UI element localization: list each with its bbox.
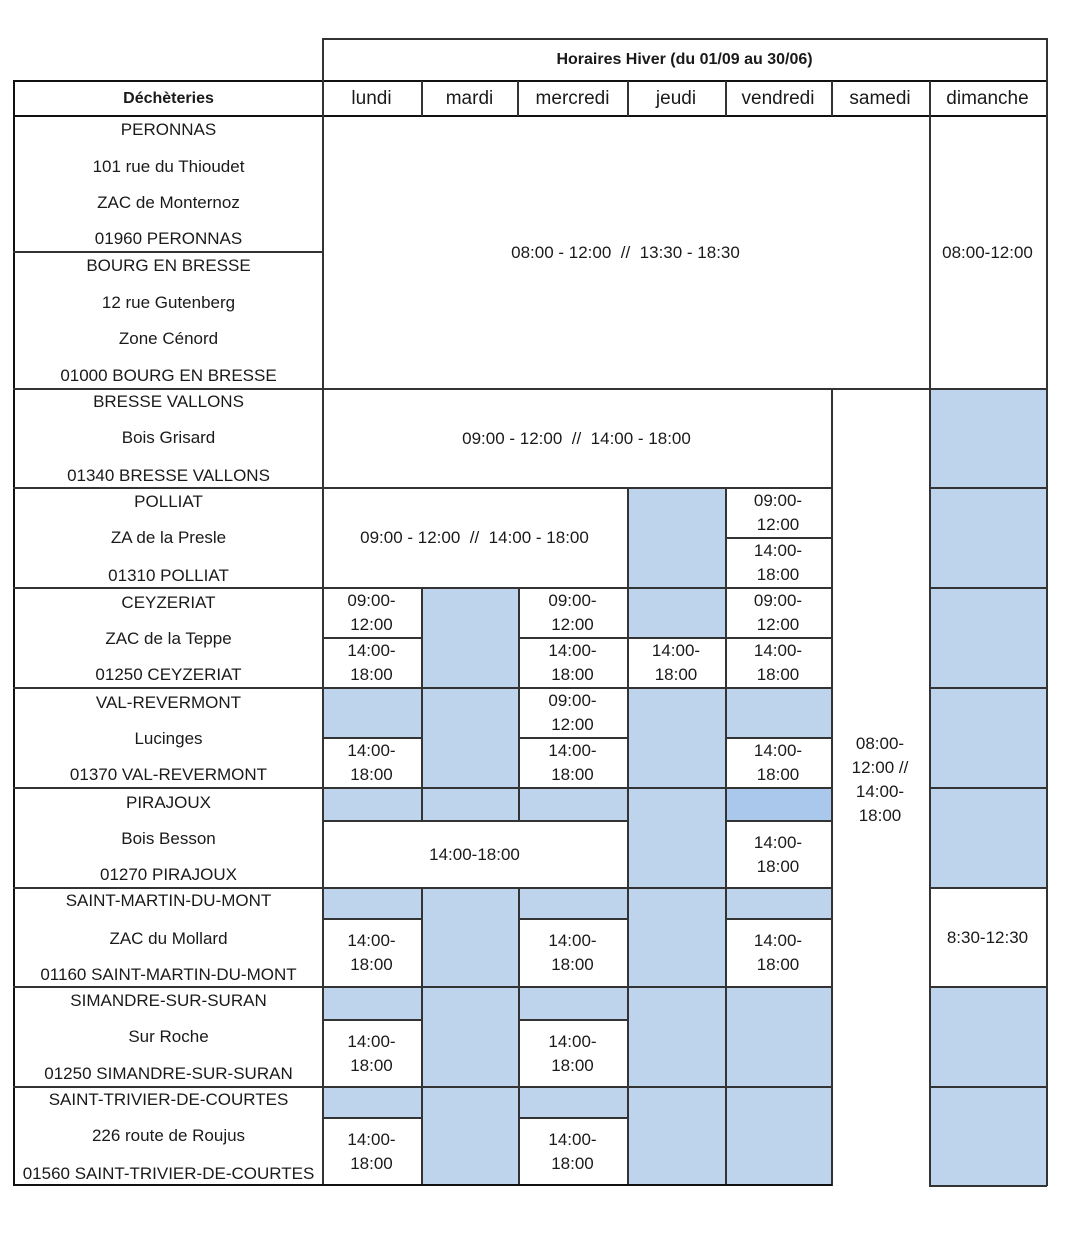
site-address-line: ZAC du Mollard (109, 929, 228, 948)
grid-line (13, 587, 832, 589)
site-address-line: Bois Grisard (121, 428, 216, 447)
hours-cell: 14:00- 18:00 (548, 641, 597, 684)
hours-cell: 14:00- 18:00 (548, 1031, 597, 1075)
site-address-line: 01160 SAINT-MARTIN-DU-MONT (40, 965, 297, 984)
closed-cell (627, 488, 725, 638)
column-header-day: dimanche (946, 88, 1029, 109)
closed-cell (421, 588, 518, 820)
grid-line (13, 1086, 832, 1088)
hours-cell: 08:00- 12:00 // 14:00- 18:00 (851, 734, 909, 825)
grid-line (13, 251, 323, 253)
column-header-sites: Déchèteries (123, 90, 214, 107)
site-name: CEYZERIAT (121, 593, 216, 612)
column-header-day: samedi (849, 88, 911, 109)
closed-cell (421, 888, 518, 1185)
site-address-line: 226 route de Roujus (91, 1126, 246, 1145)
hours-cell: 14:00-18:00 (429, 844, 520, 864)
site-address-line: 01340 BRESSE VALLONS (67, 466, 270, 485)
grid-line (1046, 38, 1048, 1186)
site-address-line: 01000 BOURG EN BRESSE (60, 366, 277, 385)
grid-line (13, 1184, 832, 1186)
site-address-line: Lucinges (134, 729, 203, 748)
hours-cell: 09:00- 12:00 (347, 591, 396, 634)
hours-cell: 09:00- 12:00 (548, 591, 597, 634)
site-name: PERONNAS (120, 120, 217, 139)
grid-line (929, 687, 1047, 689)
grid-line (13, 787, 832, 789)
grid-line (929, 587, 1047, 589)
grid-line (421, 588, 423, 820)
hours-cell: 14:00- 18:00 (347, 641, 396, 684)
site-name: VAL-REVERMONT (95, 693, 242, 712)
closed-cell (322, 987, 421, 1020)
hours-cell: 14:00- 18:00 (753, 541, 803, 584)
grid-line (421, 888, 423, 1186)
hours-cell: 14:00- 18:00 (753, 931, 803, 974)
closed-cell (518, 1087, 627, 1118)
site-name: PIRAJOUX (125, 793, 212, 812)
hours-cell: 14:00- 18:00 (347, 1129, 396, 1173)
hours-cell: 14:00- 18:00 (347, 741, 396, 784)
hours-cell: 14:00- 18:00 (548, 931, 597, 974)
hours-cell: 08:00-12:00 (942, 243, 1033, 262)
grid-line (13, 986, 832, 988)
site-address-line: 101 rue du Thioudet (92, 157, 245, 176)
hours-cell: 14:00- 18:00 (753, 832, 803, 876)
site-name: BOURG EN BRESSE (86, 256, 251, 275)
site-address-line: 01250 SIMANDRE-SUR-SURAN (44, 1064, 293, 1083)
site-address-line: ZAC de Monternoz (97, 193, 240, 212)
closed-cell (518, 987, 627, 1020)
hours-cell: 08:00 - 12:00 // 13:30 - 18:30 (511, 243, 740, 262)
schedule-title: Horaires Hiver (du 01/09 au 30/06) (556, 51, 813, 68)
site-address-line: 01310 POLLIAT (108, 566, 229, 585)
site-address-line: 01250 CEYZERIAT (95, 665, 242, 684)
site-name: POLLIAT (134, 492, 203, 511)
grid-line (929, 1086, 1047, 1088)
grid-line (929, 487, 1047, 489)
site-address-line: ZAC de la Teppe (105, 629, 232, 648)
closed-cell (322, 888, 421, 919)
closed-cell (322, 688, 421, 738)
hours-cell: 14:00- 18:00 (548, 741, 597, 784)
site-address-line: 12 rue Gutenberg (101, 293, 236, 312)
closed-cell (725, 788, 831, 821)
closed-cell (929, 389, 1046, 888)
site-address-line: Bois Besson (121, 829, 216, 848)
column-header-day: mardi (445, 88, 494, 109)
hours-cell: 09:00 - 12:00 // 14:00 - 18:00 (360, 527, 589, 547)
site-address-line: Sur Roche (128, 1027, 209, 1046)
closed-cell (322, 1087, 421, 1118)
closed-cell (518, 888, 627, 919)
hours-cell: 09:00- 12:00 (753, 591, 803, 634)
grid-line (627, 488, 629, 1186)
column-header-day: vendredi (741, 88, 815, 109)
site-address-line: ZA de la Presle (110, 528, 227, 547)
grid-line (929, 787, 1047, 789)
site-address-line: Zone Cénord (118, 329, 219, 348)
site-address-line: 01370 VAL-REVERMONT (69, 765, 268, 784)
site-name: SAINT-TRIVIER-DE-COURTES (48, 1090, 289, 1109)
column-header-day: mercredi (535, 88, 610, 109)
column-header-day: jeudi (655, 88, 697, 109)
site-address-line: 01560 SAINT-TRIVIER-DE-COURTES (22, 1164, 315, 1183)
hours-cell: 14:00- 18:00 (347, 1031, 396, 1075)
grid-line (929, 1185, 1047, 1187)
site-name: SAINT-MARTIN-DU-MONT (65, 891, 272, 910)
site-address-line: 01960 PERONNAS (94, 229, 243, 248)
closed-cell (725, 888, 831, 919)
closed-cell (725, 688, 831, 738)
hours-cell: 8:30-12:30 (946, 927, 1029, 947)
site-address-line: 01270 PIRAJOUX (99, 865, 237, 884)
closed-cell (627, 688, 725, 1185)
hours-cell: 14:00- 18:00 (651, 641, 701, 684)
closed-cell (518, 788, 627, 821)
hours-cell: 14:00- 18:00 (347, 931, 396, 974)
hours-cell: 14:00- 18:00 (753, 741, 803, 784)
column-header-day: lundi (351, 88, 392, 109)
hours-cell: 14:00- 18:00 (753, 641, 803, 684)
hours-cell: 14:00- 18:00 (548, 1129, 597, 1173)
site-name: SIMANDRE-SUR-SURAN (70, 991, 267, 1010)
hours-cell: 09:00- 12:00 (753, 491, 803, 534)
site-name: BRESSE VALLONS (93, 392, 244, 411)
hours-cell: 09:00 - 12:00 // 14:00 - 18:00 (462, 428, 691, 448)
hours-cell: 09:00- 12:00 (548, 691, 597, 734)
closed-cell (322, 788, 421, 821)
